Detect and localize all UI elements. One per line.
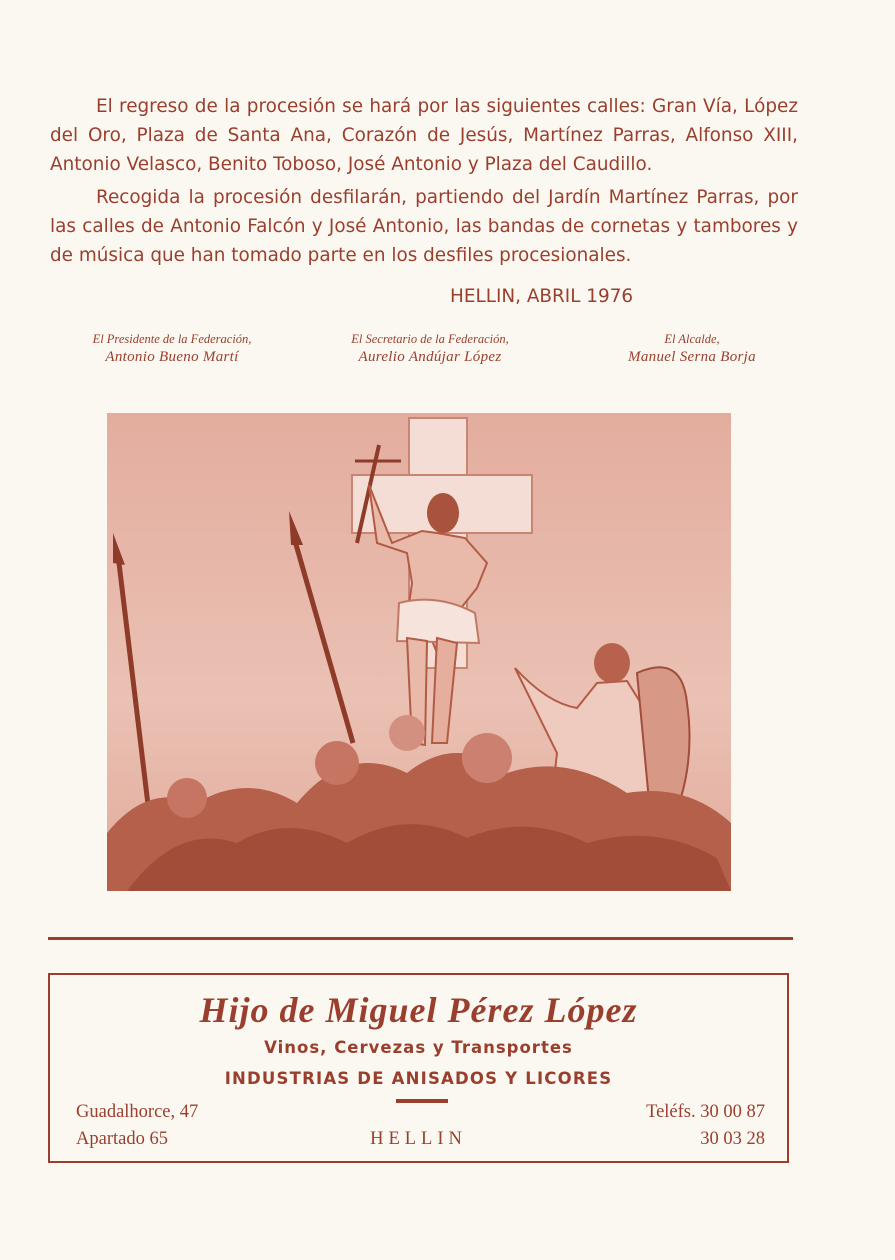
ad-po-box: Apartado 65 [76,1129,168,1149]
ad-phones [646,1099,765,1153]
advertisement-box [48,973,789,1163]
signature-name: Antonio Bueno Martí [105,349,239,365]
ad-phone-2: 30 03 28 [700,1129,765,1149]
ad-products-line: Vinos, Cervezas y Transportes [264,1038,573,1057]
ad-industry-line: INDUSTRIAS DE ANISADOS Y LICORES [224,1069,613,1088]
horizontal-rule [48,937,793,940]
place-date: HELLIN, ABRIL 1976 [450,286,634,307]
paragraph-return-route: El regreso de la procesión se hará por las siguientes calles: Gran Vía, López del Oro, Plaza de Santa Ana, Corazón de Jesús, Martínez Parras, Alfonso XIII, Antonio Velasco, Benito Toboso, José Antonio y Plaza del Caudillo. [50,96,798,175]
ad-street: Guadalhorce, 47 [76,1102,199,1122]
ad-divider [396,1099,448,1103]
paragraph-band-parade: Recogida la procesión desfilarán, partiendo del Jardín Martínez Parras, por las calles de Antonio Falcón y José Antonio, las bandas de cornetas y tambores y de música que han tomado parte en los desfiles procesionales. [50,187,798,266]
signature-secretary [300,331,560,367]
signature-name: Manuel Serna Borja [628,349,756,365]
signature-role: El Presidente de la Federación, [92,332,252,346]
ad-company-name: Hijo de Miguel Pérez López [199,990,638,1030]
ad-phone-1: Teléfs. 30 00 87 [646,1102,765,1122]
signature-role: El Secretario de la Federación, [351,332,509,346]
ad-city: HELLIN [370,1129,467,1149]
signature-president [42,331,302,367]
signature-role: El Alcalde, [664,332,720,346]
procession-photo [107,413,731,891]
signature-name: Aurelio Andújar López [358,349,502,365]
signature-mayor [562,331,822,367]
crucifix-float-image [107,413,731,891]
